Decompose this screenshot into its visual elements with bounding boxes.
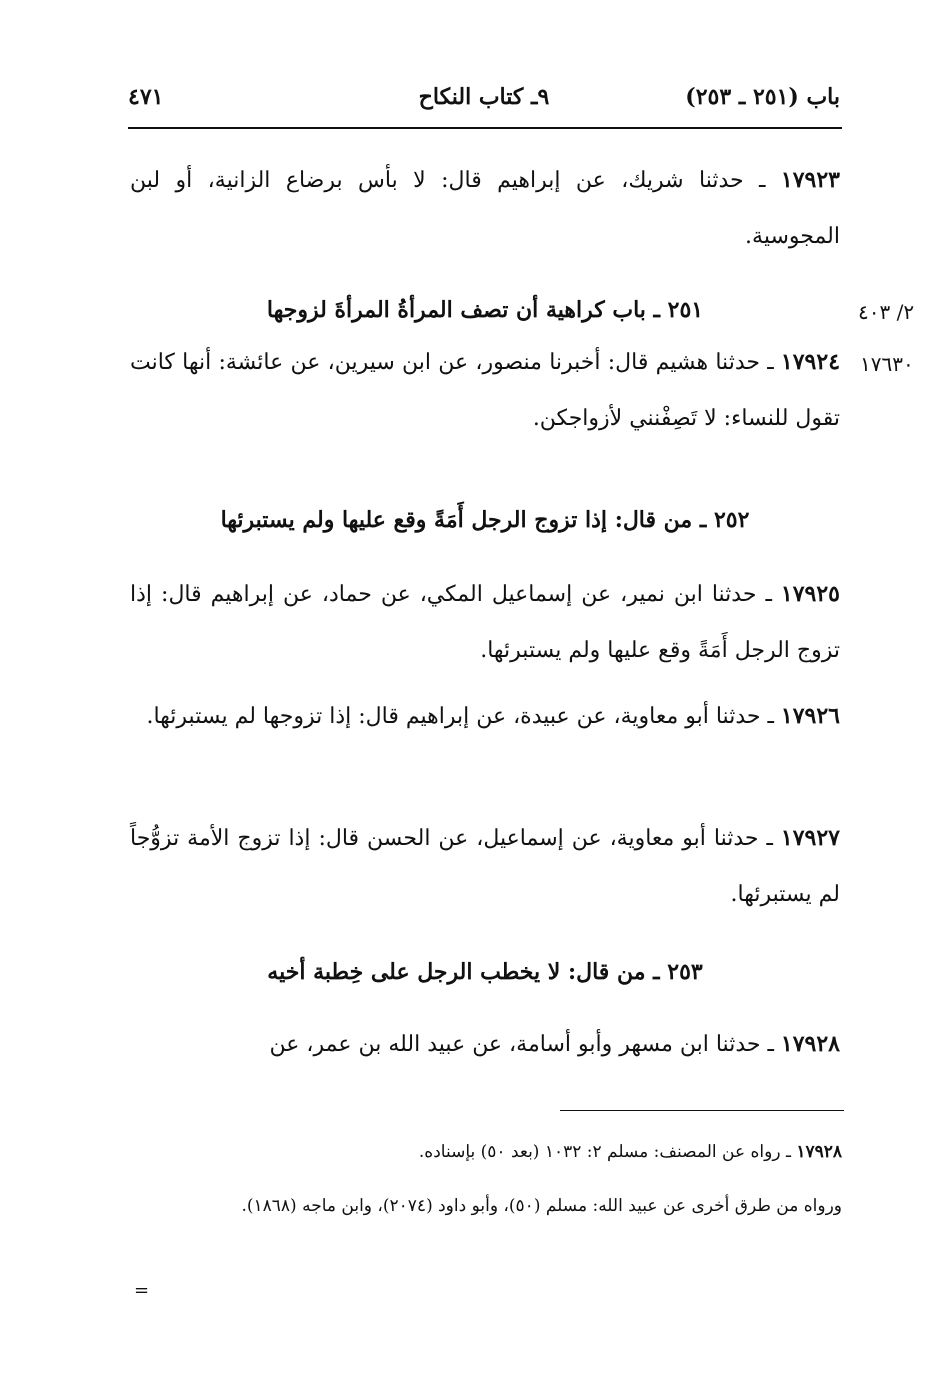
entry-17928: [130, 1016, 840, 1073]
footnote-additional: [130, 1186, 842, 1226]
footnote-text: ورواه من طرق أخرى عن عبيد الله: مسلم (٥٠)، وأبو داود (٢٠٧٤)، وابن ماجه (١٨٦٨).: [241, 1196, 842, 1216]
entry-number: ١٧٩٢٣: [780, 167, 840, 193]
entry-number: ١٧٩٢٦: [780, 703, 840, 729]
margin-number-reference: ١٧٦٣٠: [860, 352, 914, 376]
entry-17925: [130, 566, 840, 679]
entry-number: ١٧٩٢٥: [780, 581, 840, 607]
header-rule: [128, 127, 842, 129]
footnote-text: ـ رواه عن المصنف: مسلم ٢: ١٠٣٢ (بعد ٥٠) بإسناده.: [418, 1142, 791, 1162]
entry-text: ـ حدثنا ابن نمير، عن إسماعيل المكي، عن حماد، عن إبراهيم قال: إذا تزوج الرجل أَمَةً وقع عليها ولم يستبرئها.: [130, 582, 840, 663]
entry-17924: [130, 334, 840, 447]
section-heading-253: ٢٥٣ ـ من قال: لا يخطب الرجل على خِطبة أخيه: [267, 959, 703, 985]
header-chapter: ٩ـ كتاب النكاح: [418, 84, 550, 110]
footnote-rule: [560, 1110, 844, 1111]
footnote-number: ١٧٩٢٨: [796, 1142, 842, 1162]
margin-volume-reference: ٢/ ٤٠٣: [858, 300, 915, 324]
entry-17926: [130, 688, 840, 745]
entry-text: ـ حدثنا ابن مسهر وأبو أسامة، عن عبيد الله بن عمر، عن: [269, 1032, 774, 1057]
page-header: [128, 84, 840, 124]
header-page-number: ٤٧١: [128, 84, 164, 110]
entry-17923: [130, 152, 840, 265]
entry-text: ـ حدثنا هشيم قال: أخبرنا منصور، عن ابن سيرين، عن عائشة: أنها كانت تقول للنساء: لا تَصِفْنني لأزواجكن.: [130, 350, 840, 431]
section-heading-251: ٢٥١ ـ باب كراهية أن تصف المرأةُ المرأةَ لزوجها: [266, 297, 704, 323]
entry-number: ١٧٩٢٨: [780, 1031, 840, 1057]
entry-text: ـ حدثنا أبو معاوية، عن عبيدة، عن إبراهيم قال: إذا تزوجها لم يستبرئها.: [146, 704, 774, 729]
entry-text: ـ حدثنا أبو معاوية، عن إسماعيل، عن الحسن قال: إذا تزوج الأمة تزوُّجاً لم يستبرئها.: [130, 826, 840, 907]
entry-number: ١٧٩٢٤: [780, 349, 841, 375]
entry-17927: [130, 810, 840, 923]
continuation-mark: =: [134, 1280, 150, 1301]
header-section: باب (٢٥١ ـ ٢٥٣): [685, 84, 840, 110]
footnote-17928: [130, 1132, 842, 1172]
section-heading-252: ٢٥٢ ـ من قال: إذا تزوج الرجل أَمَةً وقع عليها ولم يستبرئها: [220, 507, 750, 533]
entry-number: ١٧٩٢٧: [780, 825, 840, 851]
entry-text: ـ حدثنا شريك، عن إبراهيم قال: لا بأس برضاع الزانية، أو لبن المجوسية.: [130, 168, 840, 249]
